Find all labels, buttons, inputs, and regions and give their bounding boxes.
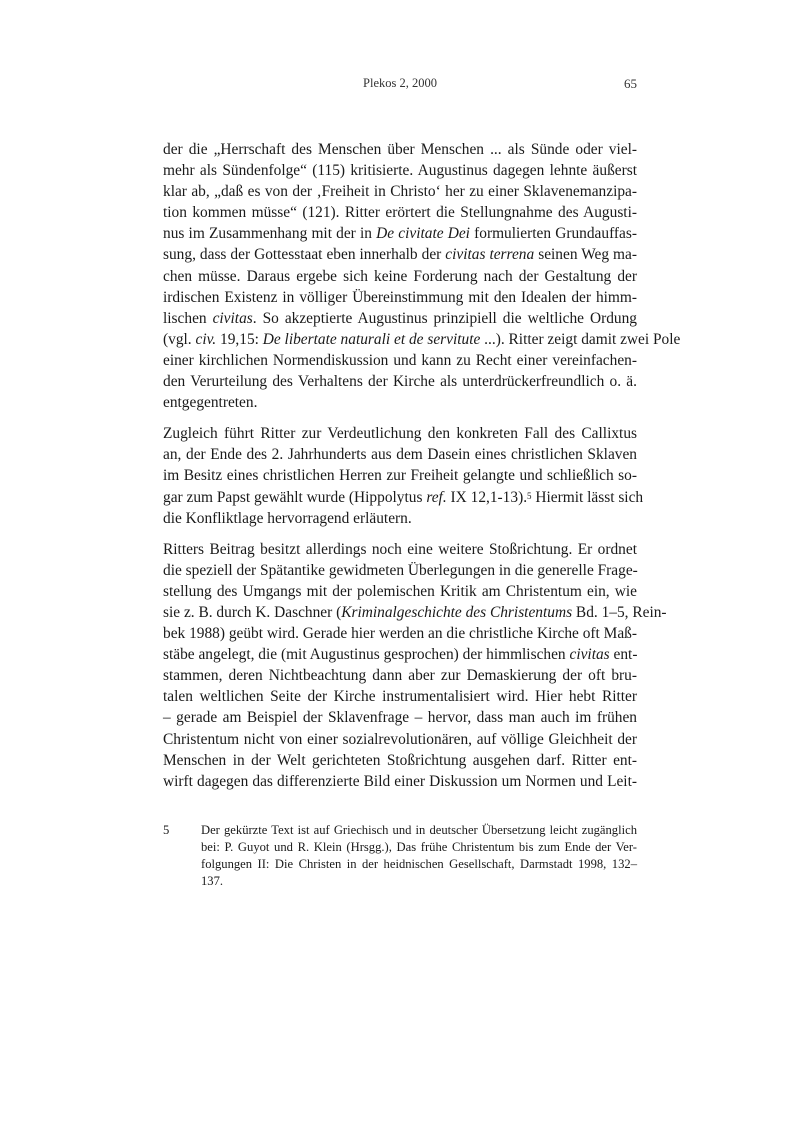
text-run: (vgl. (163, 330, 196, 348)
text-run: Christentum nicht von einer sozialrevolutionären, auf völlige Gleichheit der (163, 730, 637, 748)
italic-text: Kriminalgeschichte des Christentums (341, 603, 573, 621)
text-run: sie z. B. durch K. Daschner ( (163, 603, 342, 621)
text-run: sung, dass der Gottesstaat eben innerhalb der (163, 246, 446, 264)
text-run: bek 1988) geübt wird. Gerade hier werden an die christliche Kirche oft Maß- (163, 625, 637, 643)
text-line (163, 771, 637, 792)
footnote (163, 822, 637, 890)
text-run: . So akzeptierte Augustinus prinzipiell die weltliche Ordung (252, 309, 637, 327)
text-line (163, 729, 637, 750)
text-line (163, 160, 637, 181)
text-line (163, 707, 637, 728)
footnote-ref[interactable]: 5 (527, 490, 532, 501)
text-run: die speziell der Spätantike gewidmeten Überlegungen in die generelle Frage- (163, 561, 638, 579)
italic-text: civ. (195, 330, 217, 348)
italic-text: De civitate Dei (376, 225, 470, 243)
text-run: formulierten Grundauffas- (469, 225, 637, 243)
italic-text: De libertate naturali et de servitute (262, 330, 481, 348)
text-run: Ritters Beitrag besitzt allerdings noch eine weitere Stoßrichtung. Er ordnet (163, 540, 637, 558)
text-run: der die „Herrschaft des Menschen über Menschen ... als Sünde oder viel- (163, 141, 637, 158)
text-line (163, 181, 637, 202)
text-run: die Konfliktlage hervorragend erläutern. (163, 509, 412, 527)
text-line (163, 560, 637, 581)
footnote-line: 137. (201, 874, 224, 888)
text-line (163, 223, 637, 244)
text-run: irdischen Existenz in völliger Übereinstimmung mit den Idealen der himm- (163, 288, 637, 306)
text-run: an, der Ende des 2. Jahrhunderts aus dem Dasein eines christlichen Sklaven (163, 446, 637, 464)
italic-text: ref. (426, 488, 447, 506)
text-run: chen müsse. Daraus ergebe sich keine Forderung nach der Gestaltung der (163, 267, 637, 285)
page-header (163, 76, 637, 96)
text-line (163, 487, 644, 508)
text-line (163, 244, 637, 265)
text-run: Zugleich führt Ritter zur Verdeutlichung den konkreten Fall des Callixtus (163, 425, 637, 443)
text-line (163, 539, 637, 560)
text-line (163, 623, 637, 644)
text-run: ...). Ritter zeigt damit zwei Pole (480, 330, 681, 348)
italic-text: civitas (212, 309, 253, 327)
text-line (163, 139, 637, 160)
text-run: ent- (609, 646, 638, 664)
text-line (163, 308, 637, 329)
footnote-text (201, 822, 637, 890)
text-line (163, 508, 637, 529)
footnote-line: Der gekürzte Text ist auf Griechisch und in deutscher Übersetzung leicht zugänglich (201, 823, 637, 837)
text-run: Bd. 1–5, Rein- (572, 603, 667, 621)
text-run: entgegentreten. (163, 394, 258, 412)
text-run: 19,15: (216, 330, 263, 348)
text-line (163, 750, 637, 771)
text-run: lischen (163, 309, 213, 327)
text-run: stammen, deren Nichtbeachtung dann aber zur Demaskierung der oft bru- (163, 667, 637, 685)
text-run: gar zum Papst gewählt wurde (Hippolytus (163, 488, 427, 506)
text-line (163, 371, 637, 392)
text-line (163, 329, 681, 350)
text-run: nus im Zusammenhang mit der in (163, 225, 377, 243)
text-line (163, 266, 637, 287)
footnote-line: folgungen II: Die Christen in der heidnischen Gesellschaft, Darmstadt 1998, 132– (201, 857, 637, 871)
text-line (163, 350, 637, 371)
text-run: Hiermit lässt sich (531, 488, 644, 506)
running-title: Plekos 2, 2000 (363, 76, 437, 90)
text-run: einer kirchlichen Normendiskussion und kann zu Recht einer vereinfachen- (163, 351, 637, 369)
text-line (163, 644, 637, 665)
paragraph (163, 139, 681, 413)
page-number: 65 (624, 76, 637, 91)
text-run: mehr als Sündenfolge“ (115) kritisierte. Augustinus dagegen lehnte äußerst (163, 162, 637, 180)
text-run: – gerade am Beispiel der Sklavenfrage – hervor, dass man auch im frühen (163, 709, 637, 727)
text-run: talen weltlichen Seite der Kirche instrumentalisiert wird. Hier hebt Ritter (163, 688, 637, 706)
text-line (163, 202, 637, 223)
footnote-line: bei: P. Guyot und R. Klein (Hrsgg.), Das frühe Christentum bis zum Ende der Ver- (201, 840, 637, 854)
text-run: IX 12,1-13). (446, 488, 528, 506)
paragraph (163, 423, 644, 528)
italic-text: civitas terrena (445, 246, 535, 264)
text-run: seinen Weg ma- (534, 246, 637, 264)
italic-text: civitas (569, 646, 610, 664)
text-line (163, 665, 637, 686)
text-run: tion kommen müsse“ (121). Ritter erörtert die Stellungnahme des Augusti- (163, 204, 637, 222)
text-line (163, 686, 637, 707)
text-line (163, 444, 637, 465)
text-line (163, 287, 637, 308)
text-run: den Verurteilung des Verhaltens der Kirche als unterdrückerfreundlich o. ä. (163, 373, 637, 391)
text-line (163, 392, 637, 413)
text-line (163, 465, 637, 486)
paragraph (163, 539, 667, 792)
footnote-number: 5 (163, 823, 170, 837)
text-run: stäbe angelegt, die (mit Augustinus gesprochen) der himmlischen (163, 646, 570, 664)
text-line (163, 423, 637, 444)
text-run: Menschen in der Welt gerichteten Stoßrichtung ausgehen darf. Ritter ent- (163, 751, 637, 769)
text-run: klar ab, „daß es von der ‚Freiheit in Christo‘ her zu einer Sklavenemanzipa- (163, 183, 637, 201)
footnotes (163, 822, 637, 890)
text-run: wirft dagegen das differenzierte Bild einer Diskussion um Normen und Leit- (163, 772, 637, 790)
body-text (163, 139, 681, 802)
text-line (163, 602, 667, 623)
text-run: im Besitz eines christlichen Herren zur Freiheit gelangte und schließlich so- (163, 467, 637, 485)
text-run: stellung des Umgangs mit der polemischen Kritik am Christentum ein, wie (163, 582, 637, 600)
text-line (163, 581, 637, 602)
